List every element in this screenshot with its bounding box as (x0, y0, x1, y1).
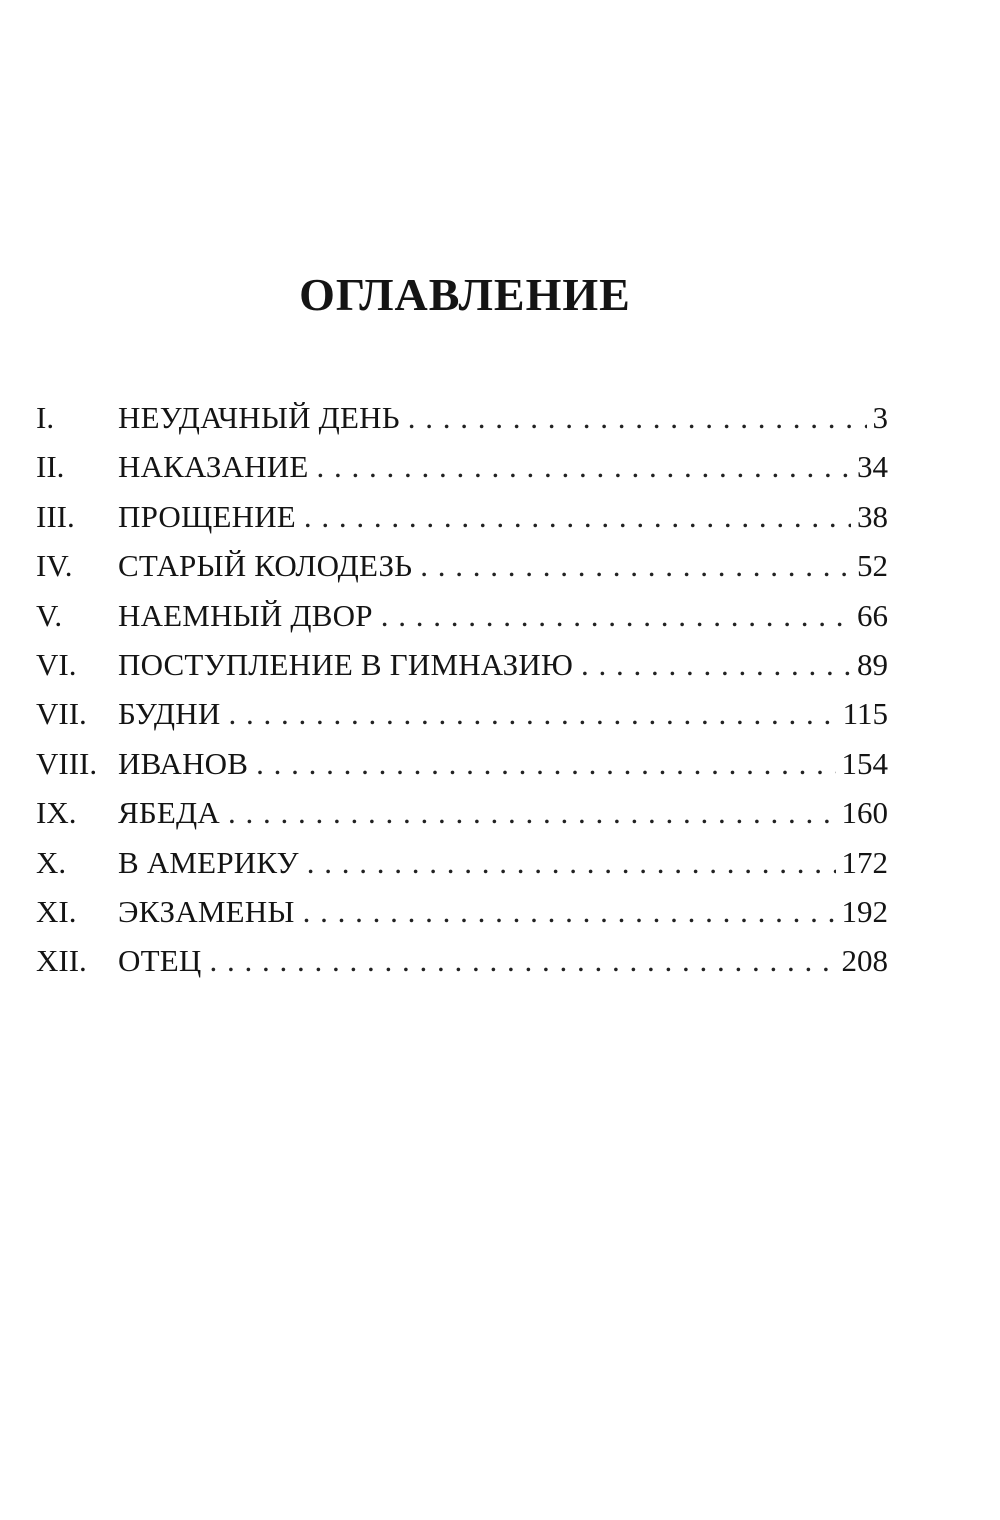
page-number: 208 (841, 943, 888, 979)
chapter-number: V. (36, 597, 63, 633)
page-number: 172 (841, 844, 888, 880)
chapter-title: ПОСТУПЛЕНИЕ В ГИМНАЗИЮ (118, 646, 574, 682)
toc-entry (36, 788, 888, 837)
chapter-number: III. (36, 498, 75, 534)
chapter-title: ПРОЩЕНИЕ (118, 498, 296, 534)
chapter-number: I. (36, 400, 55, 435)
chapter-number: IX. (36, 795, 77, 831)
toc-entry (36, 739, 888, 788)
toc-entry (36, 640, 888, 689)
toc-entry (36, 936, 888, 985)
page-number: 160 (841, 795, 888, 831)
chapter-number: XI. (36, 893, 77, 929)
chapter-title: НАЕМНЫЙ ДВОР (118, 597, 373, 633)
dot-leader (581, 640, 851, 689)
dot-leader (228, 689, 836, 738)
dot-leader (420, 541, 851, 590)
toc-entry (36, 442, 888, 491)
chapter-title: ИВАНОВ (118, 745, 249, 781)
toc-entry (36, 541, 888, 590)
toc-entry (36, 393, 888, 442)
dot-leader (256, 739, 835, 788)
page-number: 89 (857, 646, 888, 682)
page-number: 154 (841, 745, 888, 781)
dot-leader (303, 887, 836, 936)
dot-leader (304, 492, 851, 541)
dot-leader (381, 591, 851, 640)
chapter-title: В АМЕРИКУ (118, 844, 299, 880)
toc-entry (36, 689, 888, 738)
chapter-number: II. (36, 449, 65, 485)
chapter-title: ЯБЕДА (118, 795, 220, 831)
table-of-contents (36, 393, 888, 986)
page-number: 115 (842, 696, 888, 732)
chapter-title: СТАРЫЙ КОЛОДЕЗЬ (118, 548, 413, 584)
chapter-title: БУДНИ (118, 696, 221, 732)
chapter-number: X. (36, 844, 67, 880)
chapter-title: НЕУДАЧНЫЙ ДЕНЬ (118, 400, 400, 435)
chapter-number: VII. (36, 696, 87, 732)
dot-leader (317, 442, 852, 491)
dot-leader (228, 788, 836, 837)
chapter-number: XII. (36, 943, 87, 979)
page-number: 34 (857, 449, 888, 485)
chapter-number: VIII. (36, 745, 98, 781)
chapter-number: VI. (36, 646, 77, 682)
toc-entry (36, 887, 888, 936)
toc-entry (36, 591, 888, 640)
dot-leader (408, 393, 867, 442)
page-number: 192 (841, 893, 888, 929)
page-number: 3 (872, 400, 888, 435)
chapter-number: IV. (36, 548, 73, 584)
toc-entry (36, 492, 888, 541)
page-number: 66 (857, 597, 888, 633)
page-number: 38 (857, 498, 888, 534)
page-title: ОГЛАВЛЕНИЕ (299, 269, 631, 320)
page-number: 52 (857, 548, 888, 584)
chapter-title: ОТЕЦ (118, 943, 202, 979)
dot-leader (209, 936, 835, 985)
chapter-title: ЭКЗАМЕНЫ (118, 893, 295, 929)
chapter-title: НАКАЗАНИЕ (118, 449, 309, 485)
dot-leader (307, 838, 836, 887)
toc-entry (36, 838, 888, 887)
